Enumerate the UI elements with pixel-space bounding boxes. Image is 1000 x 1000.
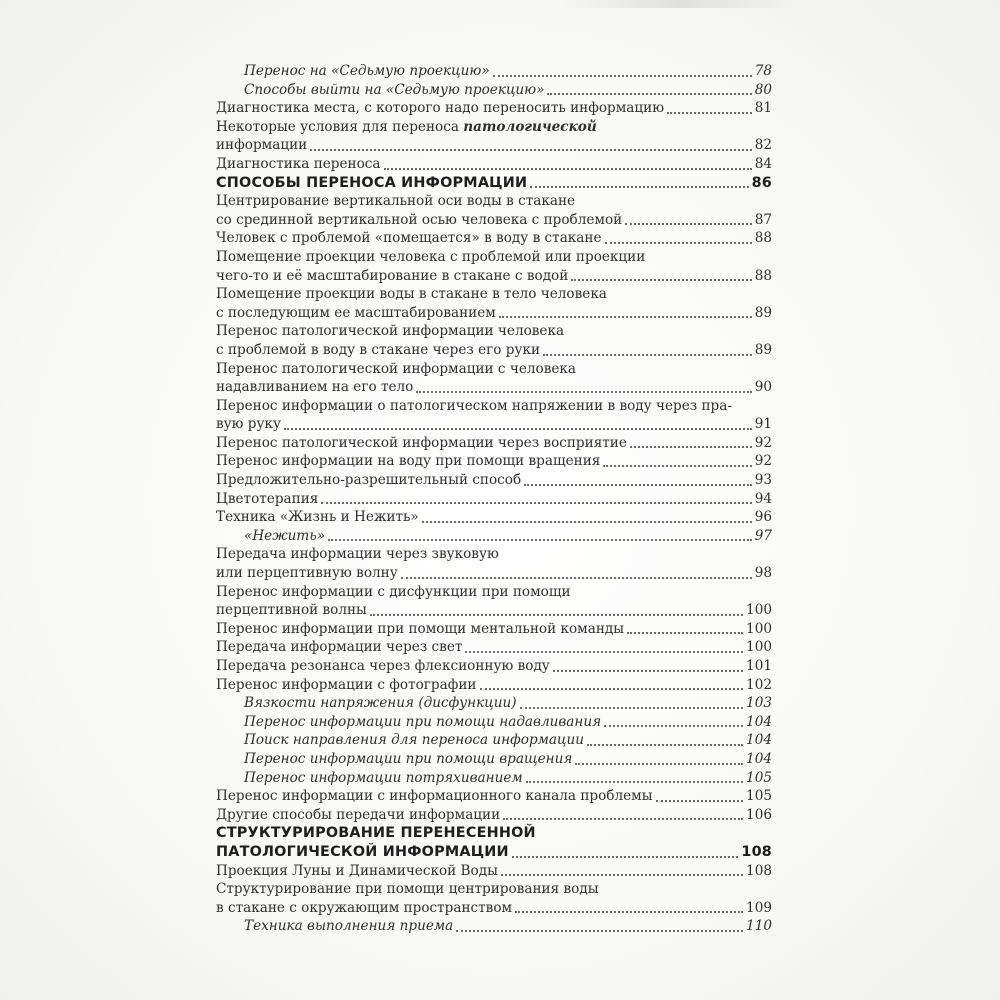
toc-entry-text: Перенос информации с информационного канала проблемы <box>216 788 653 805</box>
toc-entry <box>216 787 772 806</box>
toc-entry <box>216 118 772 155</box>
dot-leader <box>604 724 743 727</box>
toc-entry-text: Проекция Луны и Динамической Воды <box>216 862 498 879</box>
toc-page-number: 92 <box>754 434 772 451</box>
toc-entry-text: Перенос информации с дисфункции при помощи <box>216 583 571 600</box>
toc-entry-text: или перцептивную волну <box>216 565 398 582</box>
toc-entry <box>216 545 772 582</box>
toc-entry-text: ПАТОЛОГИЧЕСКОЙ ИНФОРМАЦИИ <box>216 843 509 860</box>
toc-entry <box>216 694 772 713</box>
toc-page-number: 90 <box>754 379 772 396</box>
toc-entry-text: вую руку <box>216 416 282 433</box>
toc-entry-text: Перенос информации на воду при помощи вращения <box>216 453 601 470</box>
toc-entry-text: Перенос информации при помощи надавливания <box>244 713 602 730</box>
toc-entry <box>216 713 772 732</box>
dot-leader <box>401 576 752 579</box>
toc-entry-text: в стакане с окружающим пространством <box>216 899 513 916</box>
toc-entry <box>216 229 772 248</box>
toc-page-number: 100 <box>746 639 772 656</box>
toc-page-number: 82 <box>754 137 772 154</box>
dot-leader <box>465 650 743 653</box>
dot-leader <box>370 613 743 616</box>
toc-entry-text: информации <box>216 137 308 154</box>
toc-entry <box>216 638 772 657</box>
toc-entry <box>216 452 772 471</box>
toc-entry-text: со срединной вертикальной осью человека с проблемой <box>216 211 623 228</box>
toc-page-number: 101 <box>746 658 772 674</box>
toc-entry-text: Помещение проекции воды в стакане в тело человека <box>216 286 607 303</box>
toc-entry <box>216 322 772 359</box>
toc-entry <box>216 527 772 546</box>
dot-leader <box>630 445 752 448</box>
toc-entry <box>216 657 772 676</box>
toc-entry <box>216 397 772 434</box>
toc-page-number: 80 <box>754 81 772 98</box>
dot-leader <box>605 241 752 244</box>
dot-leader <box>284 427 752 430</box>
dot-leader <box>493 74 752 77</box>
dot-leader <box>625 222 751 225</box>
toc-entry-line <box>216 583 772 602</box>
dot-leader <box>543 353 752 356</box>
toc-entry-text: «Нежить» <box>244 527 326 544</box>
toc-page-number: 106 <box>746 806 772 823</box>
toc-entry-text: Перенос патологической информации человека <box>216 323 565 340</box>
dot-leader <box>571 278 751 281</box>
toc-entry-text: чего-то и её масштабирование в стакане с водой <box>216 267 569 284</box>
dot-leader <box>547 92 751 95</box>
toc-entry-text: Перенос информации при помощи вращения <box>244 750 573 767</box>
toc-page-number: 108 <box>746 862 772 879</box>
toc-entry <box>216 862 772 881</box>
toc-page-number: 109 <box>746 899 772 916</box>
dot-leader <box>499 315 752 318</box>
dot-leader <box>512 855 739 858</box>
toc-entry-line <box>216 118 772 137</box>
dot-leader <box>503 817 743 820</box>
toc-page-number: 89 <box>754 341 772 358</box>
toc-entry-text: Перенос на «Седьмую проекцию» <box>244 63 490 79</box>
toc-entry-text: СТРУКТУРИРОВАНИЕ ПЕРЕНЕСЕННОЙ <box>216 825 536 842</box>
toc-page-number: 93 <box>754 472 772 489</box>
toc-page-number: 89 <box>754 304 772 321</box>
dot-leader <box>530 185 748 188</box>
dot-leader <box>603 464 751 467</box>
toc-entry-text: Диагностика места, с которого надо переносить информацию <box>216 100 665 117</box>
toc-entry <box>216 360 772 397</box>
dot-leader <box>627 631 743 634</box>
toc-entry-line <box>216 192 772 211</box>
toc-entry <box>216 248 772 285</box>
toc-page-number: 81 <box>754 100 772 117</box>
toc-page-number: 88 <box>754 267 772 284</box>
toc-entry-text: Поиск направления для переноса информации <box>244 732 585 749</box>
dot-leader <box>520 706 744 709</box>
toc-entry-text: Некоторые условия для переноса <box>216 118 464 135</box>
toc-page-number: 105 <box>746 788 772 805</box>
toc-entry <box>216 880 772 917</box>
toc-entry-text: Перенос патологической информации через восприятие <box>216 434 627 451</box>
toc-entry-text: перцептивной волны <box>216 602 367 619</box>
toc-page-number: 96 <box>754 509 772 526</box>
toc-page-number: 105 <box>746 769 772 786</box>
toc-entry-text: Перенос патологической информации с человека <box>216 360 576 377</box>
toc-entry-emphasis: патологической <box>463 118 597 135</box>
dot-leader <box>656 799 744 802</box>
dot-leader <box>416 390 751 393</box>
toc-entry-text: Цветотерапия <box>216 490 319 507</box>
toc-entry-line <box>216 248 772 267</box>
dot-leader <box>587 743 743 746</box>
toc-entry-text: СПОСОБЫ ПЕРЕНОСА ИНФОРМАЦИИ <box>216 174 528 191</box>
toc-page-number: 100 <box>746 602 772 619</box>
dot-leader <box>328 538 752 541</box>
toc-entry <box>216 192 772 229</box>
toc-page-number: 97 <box>754 527 772 544</box>
toc-entry-text: надавливанием на его тело <box>216 379 414 396</box>
dot-leader <box>384 167 752 170</box>
toc-entry <box>216 508 772 527</box>
toc-entry-text: Передача информации через звуковую <box>216 546 499 563</box>
toc-entry-text: с проблемой в воду в стакане через его руки <box>216 341 541 358</box>
toc-entry <box>216 62 772 81</box>
toc-page-number: 88 <box>754 230 772 247</box>
toc-entry-line <box>216 285 772 304</box>
toc-entry-line <box>216 545 772 564</box>
toc-entry-text: Перенос информации с фотографии <box>216 676 477 693</box>
toc-entry-text: Перенос информации потряхиванием <box>244 769 523 786</box>
dot-leader <box>456 929 743 932</box>
toc-entry <box>216 99 772 118</box>
toc-page-number: 84 <box>754 155 772 172</box>
toc-entry-text: Человек с проблемой «помещается» в воду в стакане <box>216 230 602 247</box>
toc-entry-text: Помещение проекции человека с проблемой или проекции <box>216 248 646 265</box>
toc-page-number: 104 <box>746 732 772 749</box>
toc-entry-text: Техника «Жизнь и Нежить» <box>216 509 419 526</box>
toc-entry-text: Другие способы передачи информации <box>216 806 501 823</box>
toc-entry-text: с последующим ее масштабированием <box>216 304 496 321</box>
dot-leader <box>422 520 752 523</box>
toc-entry-text: Передача резонанса через флексионную воду <box>216 658 550 674</box>
toc-entry <box>216 806 772 825</box>
toc-page-number: 87 <box>754 211 772 228</box>
toc-entry-text: Диагностика переноса <box>216 155 381 172</box>
toc-entry <box>216 917 772 936</box>
toc-entry <box>216 731 772 750</box>
dot-leader <box>501 873 743 876</box>
toc-page-number: 102 <box>746 676 772 693</box>
toc-entry-text: Центрирование вертикальной оси воды в стакане <box>216 193 576 210</box>
toc-entry-text: Вязкости напряжения (дисфункции) <box>244 695 517 712</box>
dot-leader <box>321 501 751 504</box>
dot-leader <box>667 111 752 114</box>
toc-entry <box>216 285 772 322</box>
toc-entry-line <box>216 360 772 379</box>
toc-entry <box>216 824 772 861</box>
dot-leader <box>575 762 743 765</box>
toc-page-number: 92 <box>754 453 772 470</box>
toc-page-number: 108 <box>741 843 772 860</box>
dot-leader <box>515 910 743 913</box>
toc-entry-text: Перенос информации при помощи ментальной команды <box>216 620 625 637</box>
toc-entry-text: Предложительно-разрешительный способ <box>216 472 522 489</box>
table-of-contents <box>216 62 772 936</box>
toc-entry <box>216 174 772 193</box>
toc-entry-text: Перенос информации о патологическом напряжении в воду через пра- <box>216 397 732 414</box>
toc-entry <box>216 750 772 769</box>
toc-entry-text: Передача информации через свет <box>216 639 463 656</box>
toc-entry-text: Способы выйти на «Седьмую проекцию» <box>244 81 545 98</box>
toc-entry <box>216 769 772 788</box>
dot-leader <box>480 687 744 690</box>
toc-entry-line <box>216 322 772 341</box>
toc-page-number: 94 <box>754 490 772 507</box>
toc-page-number: 91 <box>754 416 772 433</box>
toc-page-number: 110 <box>746 918 772 935</box>
toc-entry-text: Техника выполнения приема <box>244 918 454 935</box>
toc-entry-line <box>216 397 772 416</box>
toc-entry-line <box>216 880 772 899</box>
page-edge-shadow <box>560 0 800 8</box>
toc-page-number: 104 <box>746 750 772 767</box>
toc-page-number: 104 <box>746 713 772 730</box>
toc-entry-line <box>216 824 772 843</box>
toc-page-number: 78 <box>754 63 772 79</box>
toc-entry <box>216 471 772 490</box>
toc-entry <box>216 81 772 100</box>
dot-leader <box>553 669 743 672</box>
dot-leader <box>524 483 752 486</box>
toc-entry <box>216 676 772 695</box>
dot-leader <box>310 148 752 151</box>
dot-leader <box>526 780 743 783</box>
toc-entry <box>216 155 772 174</box>
toc-entry <box>216 583 772 620</box>
toc-entry <box>216 434 772 453</box>
toc-entry <box>216 620 772 639</box>
toc-page-number: 100 <box>746 620 772 637</box>
toc-page-number: 86 <box>751 174 772 191</box>
toc-entry <box>216 490 772 509</box>
toc-entry-text: Структурирование при помощи центрирования воды <box>216 881 599 898</box>
toc-page-number: 98 <box>754 565 772 582</box>
toc-page-number: 103 <box>746 695 772 712</box>
